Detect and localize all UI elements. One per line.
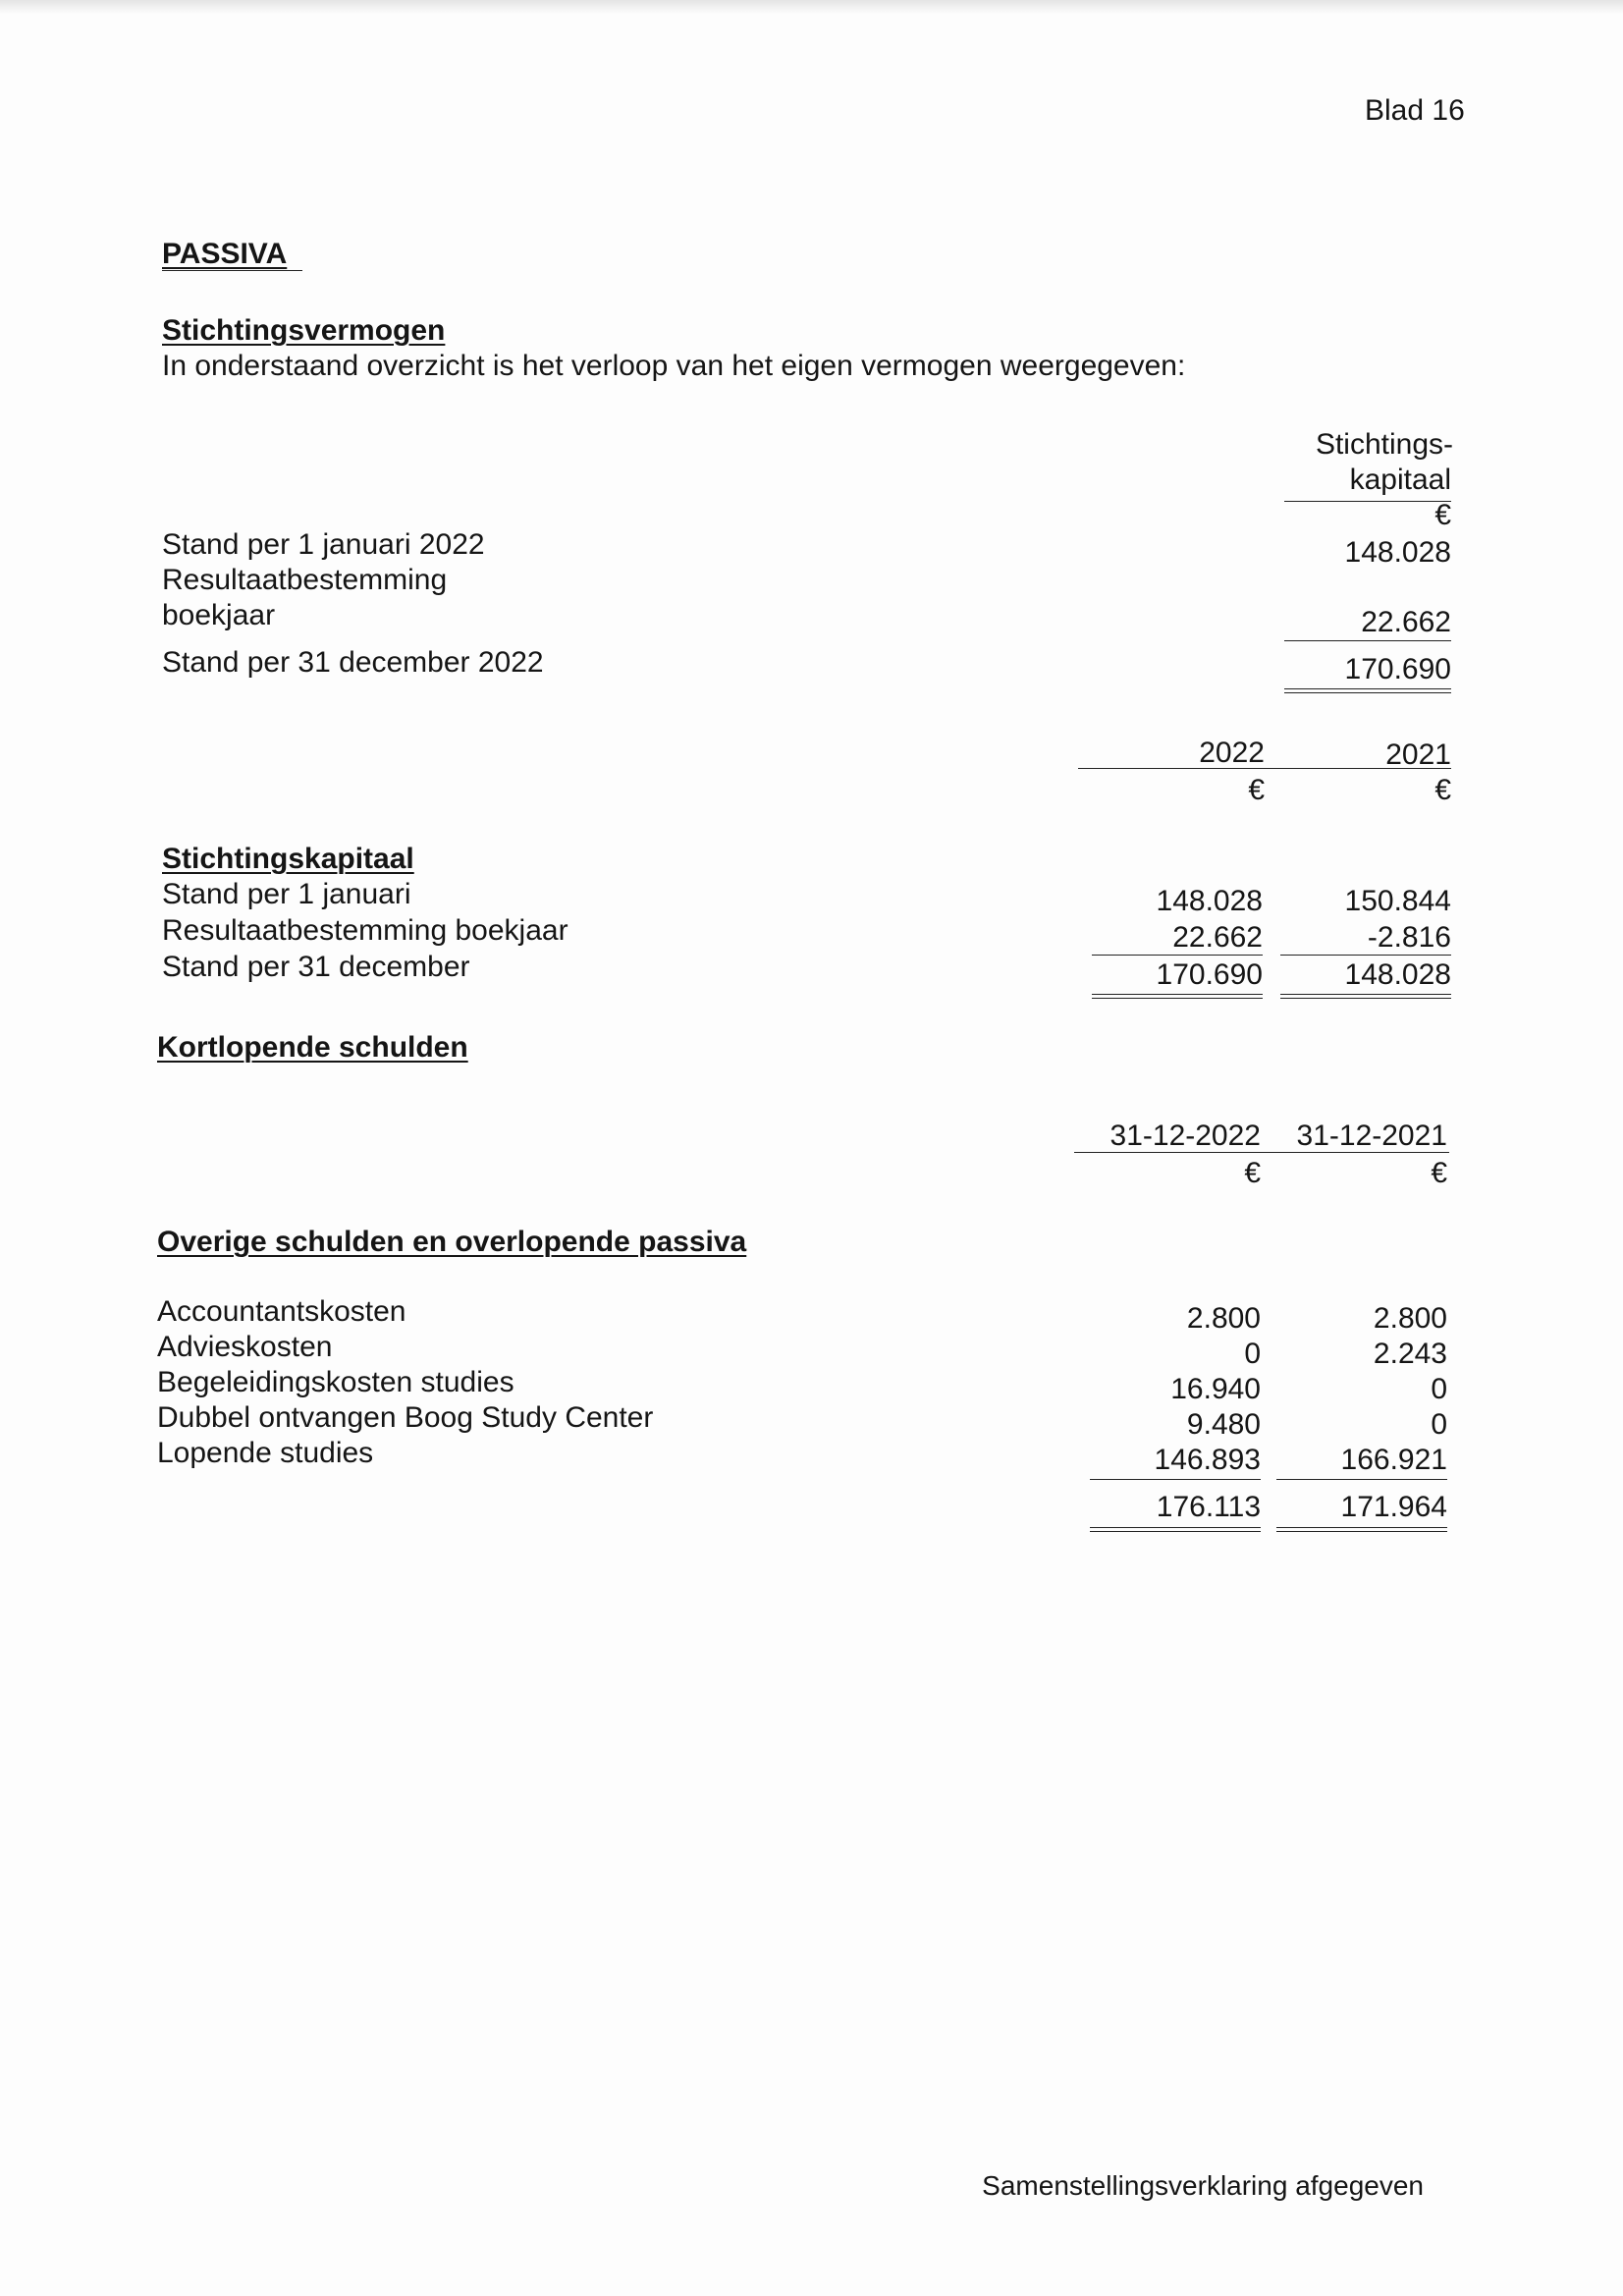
currency-symbol: € <box>1434 774 1451 806</box>
row-value: 0 <box>1431 1408 1447 1441</box>
column-header-rule <box>1078 768 1451 769</box>
page-number: Blad 16 <box>1365 94 1465 127</box>
row-value: 170.690 <box>1344 653 1451 685</box>
row-value: 22.662 <box>1172 921 1263 954</box>
row-value: 166.921 <box>1340 1444 1447 1476</box>
subtotal-rule <box>1280 955 1451 956</box>
row-value: 2.800 <box>1373 1302 1447 1335</box>
row-value: 148.028 <box>1344 536 1451 569</box>
row-label: Stand per 1 januari <box>162 878 411 910</box>
scan-edge <box>0 0 1623 14</box>
passiva-heading: PASSIVA <box>162 238 288 270</box>
row-label: Stand per 31 december 2022 <box>162 646 544 679</box>
row-value: -2.816 <box>1367 921 1451 954</box>
subtotal-rule <box>1276 1479 1447 1480</box>
stichtingskapitaal-heading: Stichtingskapitaal <box>162 843 414 875</box>
total-double-rule <box>1276 1527 1447 1532</box>
row-value: 16.940 <box>1170 1373 1261 1405</box>
row-value: 148.028 <box>1344 958 1451 991</box>
currency-symbol: € <box>1434 499 1451 531</box>
row-label: Stand per 1 januari 2022 <box>162 528 485 561</box>
column-header-31-12-2022: 31-12-2022 <box>1109 1120 1261 1152</box>
row-value: 146.893 <box>1154 1444 1261 1476</box>
currency-symbol: € <box>1431 1157 1447 1189</box>
row-value: 170.690 <box>1156 958 1263 991</box>
currency-symbol: € <box>1248 774 1265 806</box>
total-double-rule <box>1280 994 1451 999</box>
row-value: 22.662 <box>1361 606 1451 638</box>
total-value: 171.964 <box>1340 1491 1447 1523</box>
column-header-rule <box>1074 1152 1449 1153</box>
row-value: 2.243 <box>1373 1338 1447 1370</box>
row-label: Dubbel ontvangen Boog Study Center <box>157 1401 654 1434</box>
row-label: Advieskosten <box>157 1331 333 1363</box>
column-header-31-12-2021: 31-12-2021 <box>1296 1120 1447 1152</box>
row-value: 0 <box>1244 1338 1261 1370</box>
column-header-2022: 2022 <box>1199 737 1265 769</box>
total-double-rule <box>1090 1527 1261 1532</box>
footer-note: Samenstellingsverklaring afgegeven <box>982 2170 1424 2201</box>
row-value: 148.028 <box>1156 885 1263 917</box>
row-label: Resultaatbestemming boekjaar <box>162 914 568 947</box>
stichtingsvermogen-heading: Stichtingsvermogen <box>162 314 446 347</box>
row-label: boekjaar <box>162 599 276 631</box>
column-header-2021: 2021 <box>1385 738 1451 771</box>
total-value: 176.113 <box>1156 1491 1261 1523</box>
stichtingsvermogen-intro: In onderstaand overzicht is het verloop van het eigen vermogen weergegeven: <box>162 350 1186 382</box>
subtotal-rule <box>1284 640 1451 641</box>
total-double-rule <box>1092 994 1263 999</box>
total-double-rule <box>1284 688 1451 693</box>
row-label: Accountantskosten <box>157 1295 406 1328</box>
currency-symbol: € <box>1244 1157 1261 1189</box>
subtotal-rule <box>1092 955 1263 956</box>
row-label: Lopende studies <box>157 1437 374 1469</box>
column-header-stichtingskapitaal: Stichtings- <box>1315 428 1453 461</box>
row-value: 9.480 <box>1186 1408 1261 1441</box>
row-value: 0 <box>1431 1373 1447 1405</box>
subtotal-rule <box>1090 1479 1261 1480</box>
row-label: Stand per 31 december <box>162 951 470 983</box>
overige-schulden-heading: Overige schulden en overlopende passiva <box>157 1226 747 1258</box>
kortlopende-schulden-heading: Kortlopende schulden <box>157 1031 468 1064</box>
row-value: 150.844 <box>1344 885 1451 917</box>
row-value: 2.800 <box>1186 1302 1261 1335</box>
passiva-heading-underline <box>162 270 302 271</box>
row-label: Resultaatbestemming <box>162 564 448 596</box>
row-label: Begeleidingskosten studies <box>157 1366 514 1398</box>
column-header-stichtingskapitaal-2: kapitaal <box>1349 464 1451 496</box>
